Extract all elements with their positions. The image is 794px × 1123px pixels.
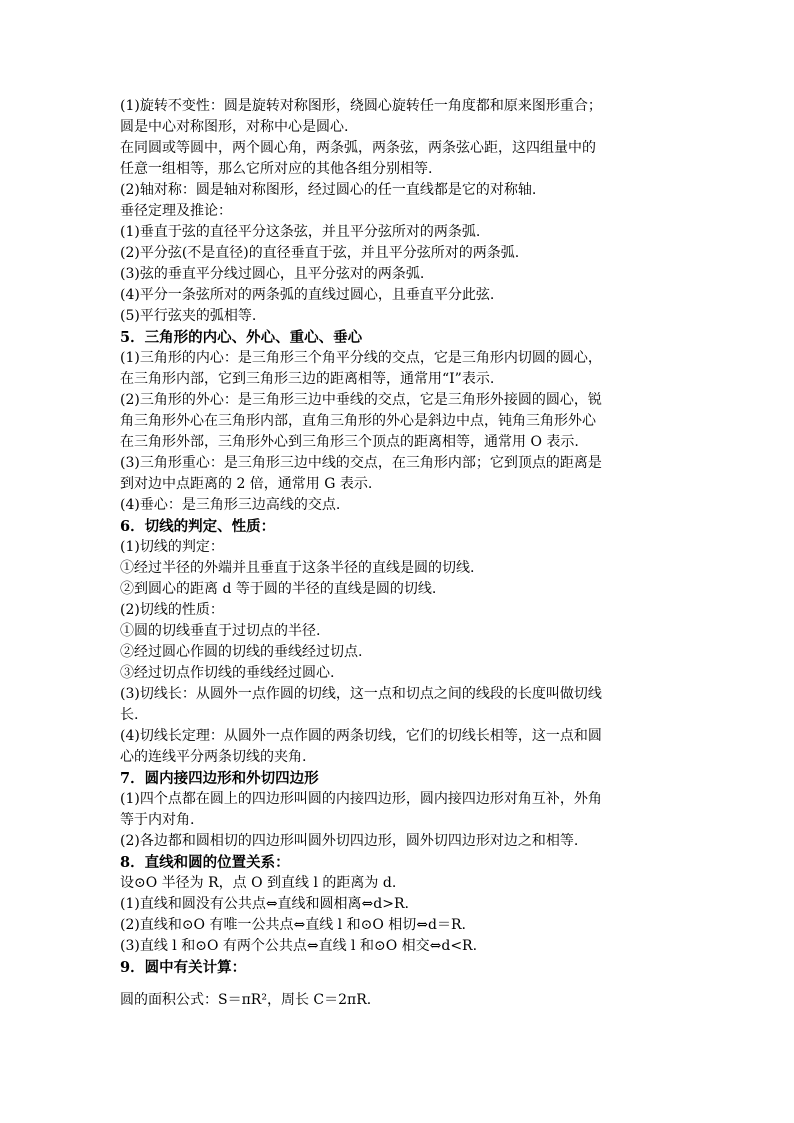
text-line: (3)直线 l 和⊙O 有两个公共点⇔直线 l 和⊙O 相交⇔d<R. — [120, 938, 478, 954]
text-line: 角三角形外心在三角形内部，直角三角形的外心是斜边中点，钝角三角形外心 — [120, 413, 596, 429]
text-line: 圆是中心对称图形，对称中心是圆心. — [120, 119, 349, 135]
text-line: (4)平分一条弦所对的两条弧的直线过圆心，且垂直平分此弦. — [120, 287, 495, 303]
text-line: 在三角形内部，它到三角形三边的距离相等，通常用“I”表示. — [120, 371, 495, 387]
text-line: (1)四个点都在圆上的四边形叫圆的内接四边形，圆内接四边形对角互补，外角 — [120, 791, 602, 807]
section-heading: 6．切线的判定、性质： — [120, 518, 276, 535]
text-line: 设⊙O 半径为 R，点 O 到直线 l 的距离为 d. — [120, 875, 397, 891]
text-line: ①圆的切线垂直于过切点的半径. — [120, 623, 321, 639]
text-line: (1)直线和圆没有公共点⇔直线和圆相离⇔d>R. — [120, 896, 409, 912]
section-heading: 5．三角形的内心、外心、重心、垂心 — [120, 329, 363, 346]
text-line: (3)三角形重心：是三角形三边中线的交点，在三角形内部；它到顶点的距离是 — [120, 455, 602, 471]
text-line: (2)平分弦(不是直径)的直径垂直于弦，并且平分弦所对的两条弧. — [120, 245, 520, 261]
text-line: (2)三角形的外心：是三角形三边中垂线的交点，它是三角形外接圆的圆心，锐 — [120, 392, 602, 408]
document-page — [120, 96, 680, 1011]
text-line: (1)旋转不变性：圆是旋转对称图形，绕圆心旋转任一角度都和原来图形重合； — [120, 98, 602, 114]
text-line: (5)平行弦夹的弧相等. — [120, 308, 257, 324]
text-line: 圆的面积公式：S＝πR²，周长 C＝2πR. — [120, 992, 372, 1008]
text-line: 在同圆或等圆中，两个圆心角，两条弧，两条弦，两条弦心距，这四组量中的 — [120, 140, 596, 156]
text-line: ③经过切点作切线的垂线经过圆心. — [120, 665, 335, 681]
text-line: 任意一组相等，那么它所对应的其他各组分别相等. — [120, 161, 433, 177]
text-line: 在三角形外部，三角形外心到三角形三个顶点的距离相等，通常用 O 表示. — [120, 434, 579, 450]
text-line: (2)直线和⊙O 有唯一公共点⇔直线 l 和⊙O 相切⇔d＝R. — [120, 917, 466, 933]
text-line: ②到圆心的距离 d 等于圆的半径的直线是圆的切线. — [120, 581, 437, 597]
text-line: ①经过半径的外端并且垂直于这条半径的直线是圆的切线. — [120, 560, 475, 576]
text-line: 等于内对角. — [120, 812, 195, 828]
text-line: (1)切线的判定： — [120, 539, 224, 555]
text-line: (3)切线长：从圆外一点作圆的切线，这一点和切点之间的线段的长度叫做切线 — [120, 686, 602, 702]
text-line: 到对边中点距离的 2 倍，通常用 G 表示. — [120, 476, 373, 492]
section-heading: 9．圆中有关计算： — [120, 959, 247, 976]
text-line: (1)三角形的内心：是三角形三个角平分线的交点，它是三角形内切圆的圆心， — [120, 350, 602, 366]
text-line: 长. — [120, 707, 139, 723]
section-heading: 7．圆内接四边形和外切四边形 — [120, 770, 319, 787]
text-line: (4)切线长定理：从圆外一点作圆的两条切线，它们的切线长相等，这一点和圆 — [120, 728, 602, 744]
text-line: 垂径定理及推论： — [120, 203, 232, 219]
text-line: ②经过圆心作圆的切线的垂线经过切点. — [120, 644, 363, 660]
text-line: (2)各边都和圆相切的四边形叫圆外切四边形，圆外切四边形对边之和相等. — [120, 833, 579, 849]
text-line: (1)垂直于弦的直径平分这条弦，并且平分弦所对的两条弧. — [120, 224, 481, 240]
text-line: (2)轴对称：圆是轴对称图形，经过圆心的任一直线都是它的对称轴. — [120, 182, 537, 198]
text-line: 心的连线平分两条切线的夹角. — [120, 749, 307, 765]
text-line: (4)垂心：是三角形三边高线的交点. — [120, 497, 341, 513]
paragraph-gap — [120, 978, 680, 990]
text-line: (2)切线的性质： — [120, 602, 224, 618]
section-heading: 8．直线和圆的位置关系： — [120, 854, 290, 871]
text-line: (3)弦的垂直平分线过圆心，且平分弦对的两条弧. — [120, 266, 425, 282]
